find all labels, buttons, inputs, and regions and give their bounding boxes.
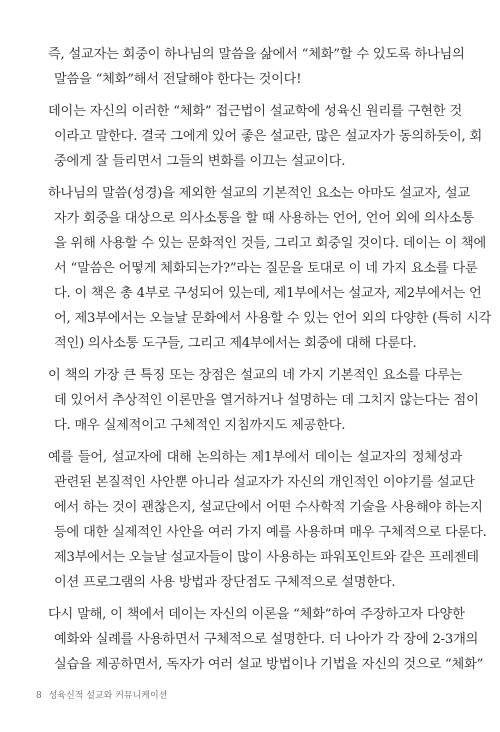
text-line: 이 책의 가장 큰 특징 또는 장점은 설교의 네 가지 기본적인 요소를 다루는 bbox=[48, 368, 462, 383]
text-line: 실습을 제공하면서, 독자가 여러 설교 방법이나 기법을 자신의 것으로 “체화” bbox=[54, 657, 484, 672]
body-text bbox=[38, 42, 492, 684]
page-footer bbox=[36, 688, 167, 701]
text-line: 하나님의 말씀(성경)을 제외한 설교의 기본적인 요소는 아마도 설교자, 설교 bbox=[48, 186, 470, 201]
paragraph bbox=[38, 363, 479, 438]
text-line: 관련된 본질적인 사안뿐 아니라 설교자가 자신의 개인적인 이야기를 설교단 bbox=[54, 475, 475, 490]
text-line: 즉, 설교자는 회중이 하나님의 말씀을 삶에서 “체화”할 수 있도록 하나님의 bbox=[48, 47, 465, 62]
paragraph bbox=[38, 42, 465, 92]
text-line: 적인) 의사소통 도구들, 그리고 제4부에서는 회중에 대해 다룬다. bbox=[54, 336, 417, 351]
text-line: 다시 말해, 이 책에서 데이는 자신의 이론을 “체화”하여 주장하고자 다양한 bbox=[48, 607, 465, 622]
text-line: 데이는 자신의 이러한 “체화” 접근법이 설교학에 성육신 원리를 구현한 것 bbox=[48, 104, 462, 119]
paragraph bbox=[38, 602, 484, 677]
text-line: 이라고 말한다. 결국 그에게 있어 좋은 설교란, 많은 설교자가 동의하듯이, 회 bbox=[54, 129, 483, 144]
paragraph bbox=[38, 445, 487, 595]
text-line: 데 있어서 추상적인 이론만을 열거하거나 설명하는 데 그치지 않는다는 점이 bbox=[54, 393, 479, 408]
text-line: 어, 제3부에서는 오늘날 문화에서 사용할 수 있는 언어 외의 다양한 (특히 시각 bbox=[54, 311, 492, 326]
text-line: 제3부에서는 오늘날 설교자들이 많이 사용하는 파워포인트와 같은 프레젠테 bbox=[54, 550, 479, 565]
text-line: 예화와 실례를 사용하면서 구체적으로 설명한다. 더 나아가 각 장에 2-3개의 bbox=[54, 632, 479, 647]
page-number: 8 bbox=[36, 691, 42, 701]
paragraph bbox=[38, 181, 492, 356]
text-line: 을 위해 사용할 수 있는 문화적인 것들, 그리고 회중일 것이다. 데이는 이 책에 bbox=[54, 236, 487, 251]
text-line: 에서 하는 것이 괜찮은지, 설교단에서 어떤 수사학적 기술을 사용해야 하는지 bbox=[54, 500, 483, 515]
text-line: 이션 프로그램의 사용 방법과 장단점도 구체적으로 설명한다. bbox=[54, 575, 396, 590]
text-line: 예를 들어, 설교자에 대해 논의하는 제1부에서 데이는 설교자의 정체성과 bbox=[48, 450, 462, 465]
running-title: 성육신적 설교와 커뮤니케이션 bbox=[48, 691, 168, 701]
text-line: 다. 매우 실제적이고 구체적인 지침까지도 제공한다. bbox=[54, 418, 346, 433]
text-line: 말씀을 “체화”해서 전달해야 한다는 것이다! bbox=[54, 72, 302, 87]
text-line: 다. 이 책은 총 4부로 구성되어 있는데, 제1부에서는 설교자, 제2부에서는 언 bbox=[54, 286, 482, 301]
text-line: 자가 회중을 대상으로 의사소통을 할 때 사용하는 언어, 언어 외에 의사소통 bbox=[54, 211, 475, 226]
text-line: 등에 대한 실제적인 사안을 여러 가지 예를 사용하며 매우 구체적으로 다룬다. bbox=[54, 525, 487, 540]
text-line: 서 “말씀은 어떻게 체화되는가?”라는 질문을 토대로 이 네 가지 요소를 다룬 bbox=[54, 261, 478, 276]
text-line: 중에게 잘 들리면서 그들의 변화를 이끄는 설교이다. bbox=[54, 154, 346, 169]
paragraph bbox=[38, 99, 483, 174]
